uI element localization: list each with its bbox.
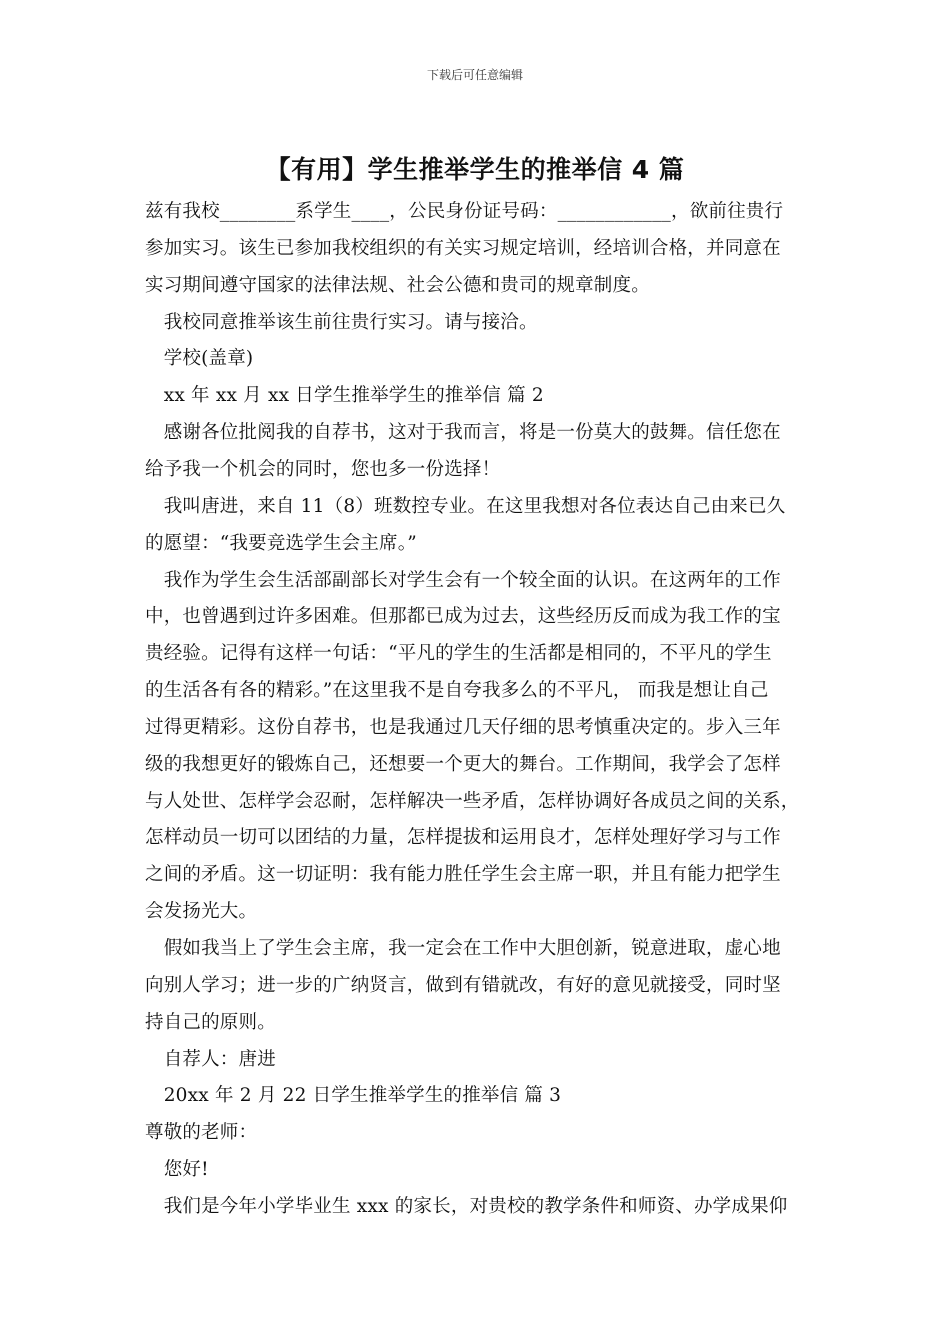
body-line: 贵经验。记得有这样一句话：“平凡的学生的生活都是相同的，不平凡的学生	[145, 643, 772, 665]
body-line: 中，也曾遇到过许多困难。但那都已成为过去，这些经历反而成为我工作的宝	[145, 606, 781, 628]
body-line: 尊敬的老师：	[145, 1122, 258, 1144]
body-line: 持自己的原则。	[145, 1011, 276, 1033]
body-line: 级的我想更好的锻炼自己，还想要一个更大的舞台。工作期间，我学会了怎样	[145, 753, 781, 775]
body-line: 我作为学生会生活部副部长对学生会有一个较全面的认识。在这两年的工作	[145, 569, 781, 591]
body-line: 我叫唐进，来自 11（8）班数控专业。在这里我想对各位表达自己由来已久	[145, 495, 786, 517]
body-line: 自荐人：唐进	[145, 1048, 276, 1070]
body-line: 兹有我校________系学生____，公民身份证号码：____________，欲前往贵行	[145, 201, 784, 222]
body-line: 的生活各有各的精彩。”在这里我不是自夸我多么的不平凡， 而我是想让自己	[145, 680, 769, 702]
body-line: 感谢各位批阅我的自荐书，这对于我而言，将是一份莫大的鼓舞。信任您在	[145, 422, 781, 444]
body-line: 的愿望：“我要竞选学生会主席。”	[145, 532, 417, 554]
body-line: 您好!	[145, 1159, 209, 1181]
body-line: 会发扬光大。	[145, 901, 258, 923]
body-line: 与人处世、怎样学会忍耐，怎样解决一些矛盾，怎样协调好各成员之间的关系，	[145, 790, 800, 812]
body-line: 我校同意推举该生前往贵行实习。请与接洽。	[145, 311, 538, 333]
document-title: 【有用】学生推举学生的推举信 4 篇	[265, 155, 685, 184]
body-line: 怎样动员一切可以团结的力量，怎样提拔和运用良才，怎样处理好学习与工作	[145, 827, 781, 849]
body-line: 向别人学习；进一步的广纳贤言，做到有错就改，有好的意见就接受，同时坚	[145, 974, 781, 996]
body-line: 之间的矛盾。这一切证明：我有能力胜任学生会主席一职，并且有能力把学生	[145, 864, 781, 886]
body-line: 我们是今年小学毕业生 xxx 的家长，对贵校的教学条件和师资、办学成果仰	[145, 1195, 788, 1217]
body-line: 20xx 年 2 月 22 日学生推举学生的推举信 篇 3	[145, 1085, 562, 1107]
body-line: 假如我当上了学生会主席，我一定会在工作中大胆创新，锐意进取，虚心地	[145, 938, 781, 959]
body-line: 实习期间遵守国家的法律法规、社会公德和贵司的规章制度。	[145, 274, 650, 296]
body-line: 给予我一个机会的同时，您也多一份选择！	[145, 458, 501, 480]
download-note: 下载后可任意编辑	[426, 68, 523, 82]
body-line: 过得更精彩。这份自荐书，也是我通过几天仔细的思考慎重决定的。步入三年	[145, 716, 781, 738]
body-line: 学校(盖章)	[145, 348, 254, 370]
body-line: 参加实习。该生已参加我校组织的有关实习规定培训，经培训合格，并同意在	[145, 237, 781, 259]
body-line: xx 年 xx 月 xx 日学生推举学生的推举信 篇 2	[145, 385, 544, 407]
